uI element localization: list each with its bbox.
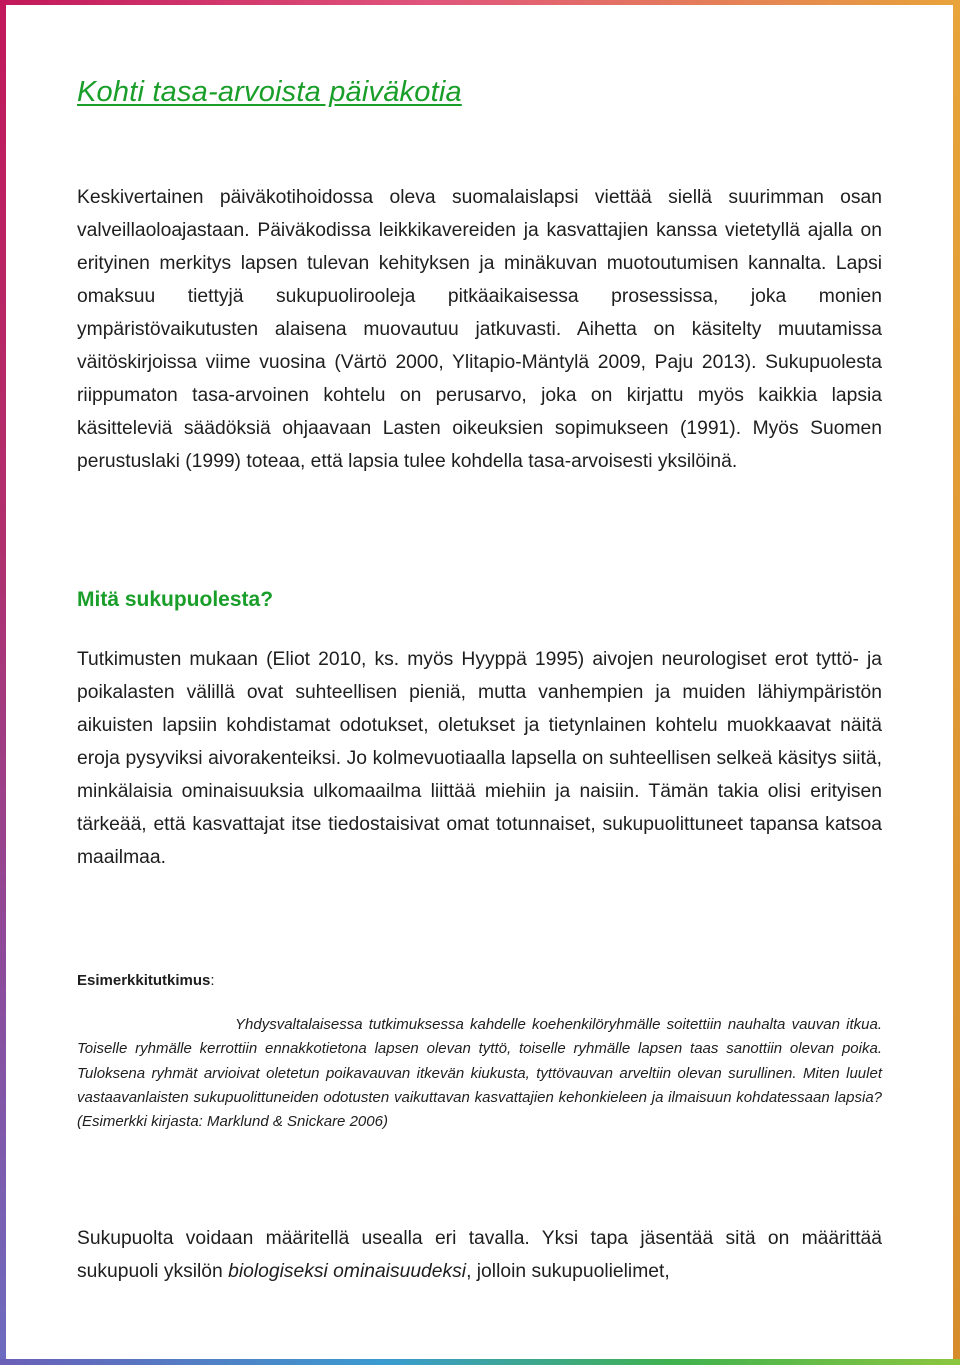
decorative-border-top bbox=[0, 0, 960, 5]
decorative-border-bottom bbox=[0, 1359, 960, 1365]
example-label bbox=[77, 972, 215, 989]
section-heading: Mitä sukupuolesta? bbox=[77, 588, 274, 611]
definition-paragraph-start: Sukupuolta voidaan määritellä usealla eri tavalla. Yksi tapa jäsentää sitä on määrittää sukupuoli yksilön bbox=[77, 1228, 882, 1282]
example-label-colon: : bbox=[210, 972, 215, 989]
definition-paragraph-italic: biologiseksi ominaisuudeksi bbox=[228, 1261, 467, 1282]
decorative-border-right bbox=[953, 0, 960, 1365]
example-label-text: Esimerkkitutkimus bbox=[77, 972, 211, 989]
research-paragraph: Tutkimusten mukaan (Eliot 2010, ks. myös Hyyppä 1995) aivojen neurologiset erot tyttö- ja poikalasten välillä ovat suhteellisen pieniä, mutta vanhempien ja muiden lähiympäristön aikuisten lapsiin kohdistamat odotukset, oletukset ja tietynlainen kohtelu muokkaavat näitä eroja pysyviksi aivorakenteiksi. Jo kolmevuotiaalla lapsella on suhteellisen selkeä käsitys siitä, minkälaisia ominaisuuksia ulkomaailma liittää miehiin ja naisiin. Tämän takia olisi erityisen tärkeää, että kasvattajat itse tiedostaisivat omat totunnaiset, sukupuolittuneet tapansa katsoa maailmaa. bbox=[77, 649, 882, 868]
page-title: Kohti tasa-arvoista päiväkotia bbox=[77, 76, 462, 108]
example-text: Yhdysvaltalaisessa tutkimuksessa kahdelle koehenkilöryhmälle soitettiin nauhalta vauvan itkua. Toiselle ryhmälle kerrottiin ennakkotietona lapsen olevan tyttö, toiselle ryhmälle lapsen taas sanottiin olevan poika. Tuloksena ryhmät arvioivat oletetun poikavauvan itkevän kiukusta, tyttövauvan arveltiin olevan surullinen. Miten luulet vastaavanlaisten sukupuolittuneiden odotusten vaikuttavan kasvattajien kehonkieleen ja ilmaisuun kohdatessaan lapsia? (Esimerkki kirjasta: Marklund & Snickare 2006) bbox=[77, 1016, 882, 1131]
decorative-border-left bbox=[0, 0, 6, 1365]
definition-paragraph-end: , jolloin sukupuolielimet, bbox=[466, 1261, 670, 1282]
definition-paragraph bbox=[77, 1222, 882, 1288]
intro-paragraph: Keskivertainen päiväkotihoidossa oleva suomalaislapsi viettää siellä suurimman osan valveillaoloajastaan. Päiväkodissa leikkikavereiden ja kasvattajien kanssa vietetyllä ajalla on erityinen merkitys lapsen tulevan kehityksen ja minäkuvan muotoutumisen kannalta. Lapsi omaksuu tiettyjä sukupuolirooleja pitkäaikaisessa prosessissa, joka monien ympäristövaikutusten alaisena muovautuu jatkuvasti. Aihetta on käsitelty muutamissa väitöskirjoissa viime vuosina (Värtö 2000, Ylitapio-Mäntylä 2009, Paju 2013). Sukupuolesta riippumaton tasa-arvoinen kohtelu on perusarvo, joka on kirjattu myös kaikkia lapsia käsitteleviä säädöksiä ohjaavaan Lasten oikeuksien sopimukseen (1991). Myös Suomen perustuslaki (1999) toteaa, että lapsia tulee kohdella tasa-arvoisesti yksilöinä. bbox=[77, 187, 882, 472]
